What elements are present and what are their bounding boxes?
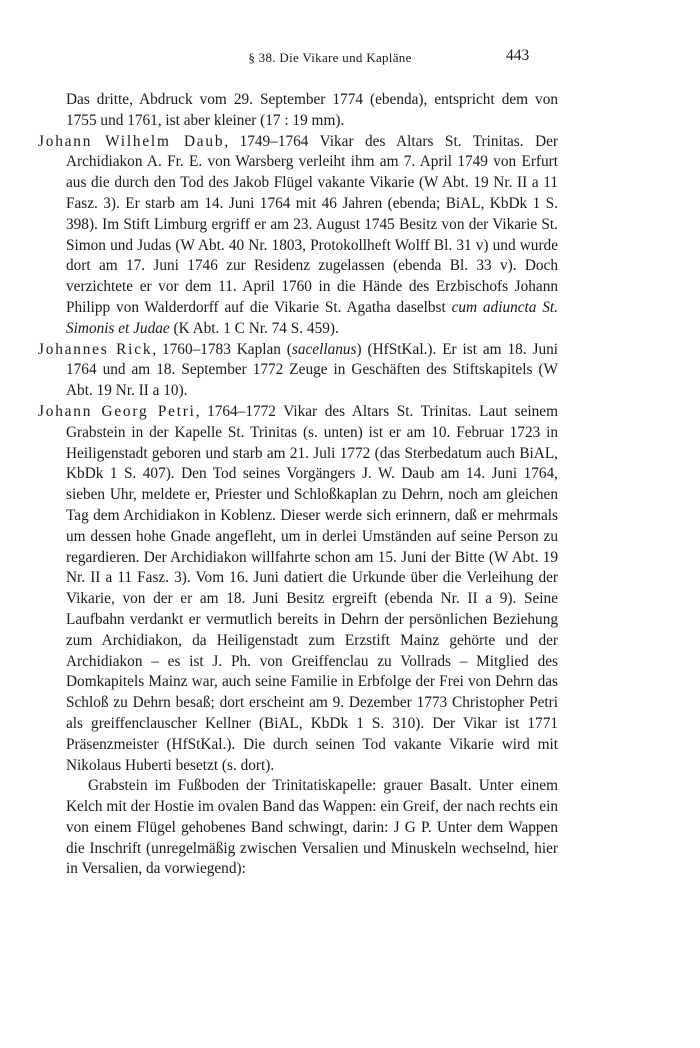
- entry-text: , 1760–1783 Kaplan (: [152, 340, 292, 358]
- entry-daub: [38, 132, 559, 340]
- paragraph-grabstein: Grabstein im Fußboden der Trinitatiskapelle: grauer Basalt. Unter einem Kelch mit der Hostie im ovalen Band das Wappen: ein Greif, der nach rechts ein von einem Flügel gehobenes Band schwingt, darin: J G P. Unter dem Wappen die Inschrift (unregelmäßig zwischen Versalien und Minuskeln wechselnd, hier in Versalien, da vorwiegend):: [66, 777, 558, 878]
- entry-text-end: ) (HfStKal.). Er ist am 18. Juni 1764 und am 18. September 1772 Zeuge in Geschäften des Stiftskapitels (W Abt. 19 Nr. II a 10).: [66, 340, 559, 400]
- paragraph-continuation: Das dritte, Abdruck vom 29. September 1774 (ebenda), entspricht dem von 1755 und 1761, ist aber kleiner (17 : 19 mm).: [66, 91, 558, 129]
- entry-text-end: (K Abt. 1 C Nr. 74 S. 459).: [169, 319, 339, 337]
- entry-name: Johann Georg Petri: [38, 402, 196, 420]
- body-text: [38, 90, 558, 880]
- entry-petri: [38, 402, 558, 776]
- page-number: 443: [506, 47, 530, 64]
- entry-italic: cum adiuncta St. Simonis et Judae: [66, 298, 558, 337]
- entry-text: , 1749–1764 Vikar des Altars St. Trinitas. Der Archidiakon A. Fr. E. von Warsberg verleiht ihm am 7. April 1749 von Erfurt aus die durch den Tod des Jakob Flügel vakante Vikarie (W Abt. 19 Nr. II a 11 Fasz. 3). Er starb am 14. Juni 1764 mit 46 Jahren (ebenda; BiAL, KbDk 1 S. 398). Im Stift Limburg ergriff er am 23. August 1745 Besitz von der Vikarie St. Simon und Judas (W Abt. 40 Nr. 1803, Protokollheft Wolff Bl. 31 v) und wurde dort am 17. Juni 1746 zur Residenz zugelassen (ebenda Bl. 33 v). Doch verzichtete er vor dem 11. April 1760 in die Hände des Erzbischofs Johann Philipp von Walderdorff auf die Vikarie St. Agatha daselbst: [66, 132, 559, 316]
- entry-italic: sacellanus: [291, 340, 357, 358]
- running-head-title: § 38. Die Vikare und Kapläne: [248, 50, 412, 65]
- entry-name: Johann Wilhelm Daub: [38, 132, 225, 150]
- entry-text: , 1764–1772 Vikar des Altars St. Trinitas. Laut seinem Grabstein in der Kapelle St. Trinitas (s. unten) ist er am 10. Februar 1723 in Heiligenstadt geboren und starb am 21. Juli 1772 (das Sterbedatum auch BiAL, KbDk 1 S. 407). Den Tod seines Vorgängers J. W. Daub am 14. Juni 1764, sieben Uhr, meldete er, Priester und Schloßkaplan zu Dehrn, noch am gleichen Tag dem Archidiakon in Koblenz. Dieser werde sich erinnern, daß er mehrmals um dessen hohe Gnade angefleht, um in derlei Umständen auf seine Person zu regardieren. Der Archidiakon willfahrte schon am 15. Juni der Bitte (W Abt. 19 Nr. II a 11 Fasz. 3). Vom 16. Juni datiert die Urkunde über die Verleihung der Vikarie, von der er am 18. Juni Besitz ergreift (ebenda Nr. II a 9). Seine Laufbahn verdankt er vermutlich bereits in Dehrn der persönlichen Beziehung zum Archidiakon, da Heiligenstadt zum Erzstift Mainz gehörte und der Archidiakon – es ist J. Ph. von Greiffenclau zu Vollrads – Mitglied des Domkapitels Mainz war, auch seine Familie in Erbfolge der Frei von Dehrn das Schloß zu Dehrn besaß; dort erscheint am 9. Dezember 1773 Christopher Petri als greiffenclauscher Kellner (BiAL, KbDk 1 S. 310). Der Vikar ist 1771 Präsenzmeister (HfStKal.). Die durch seinen Tod vakante Vikarie wird mit Nikolaus Huberti besetzt (s. dort).: [66, 402, 558, 774]
- entry-rick: [38, 340, 559, 402]
- entry-name: Johannes Rick: [38, 340, 153, 358]
- running-head: [0, 47, 700, 70]
